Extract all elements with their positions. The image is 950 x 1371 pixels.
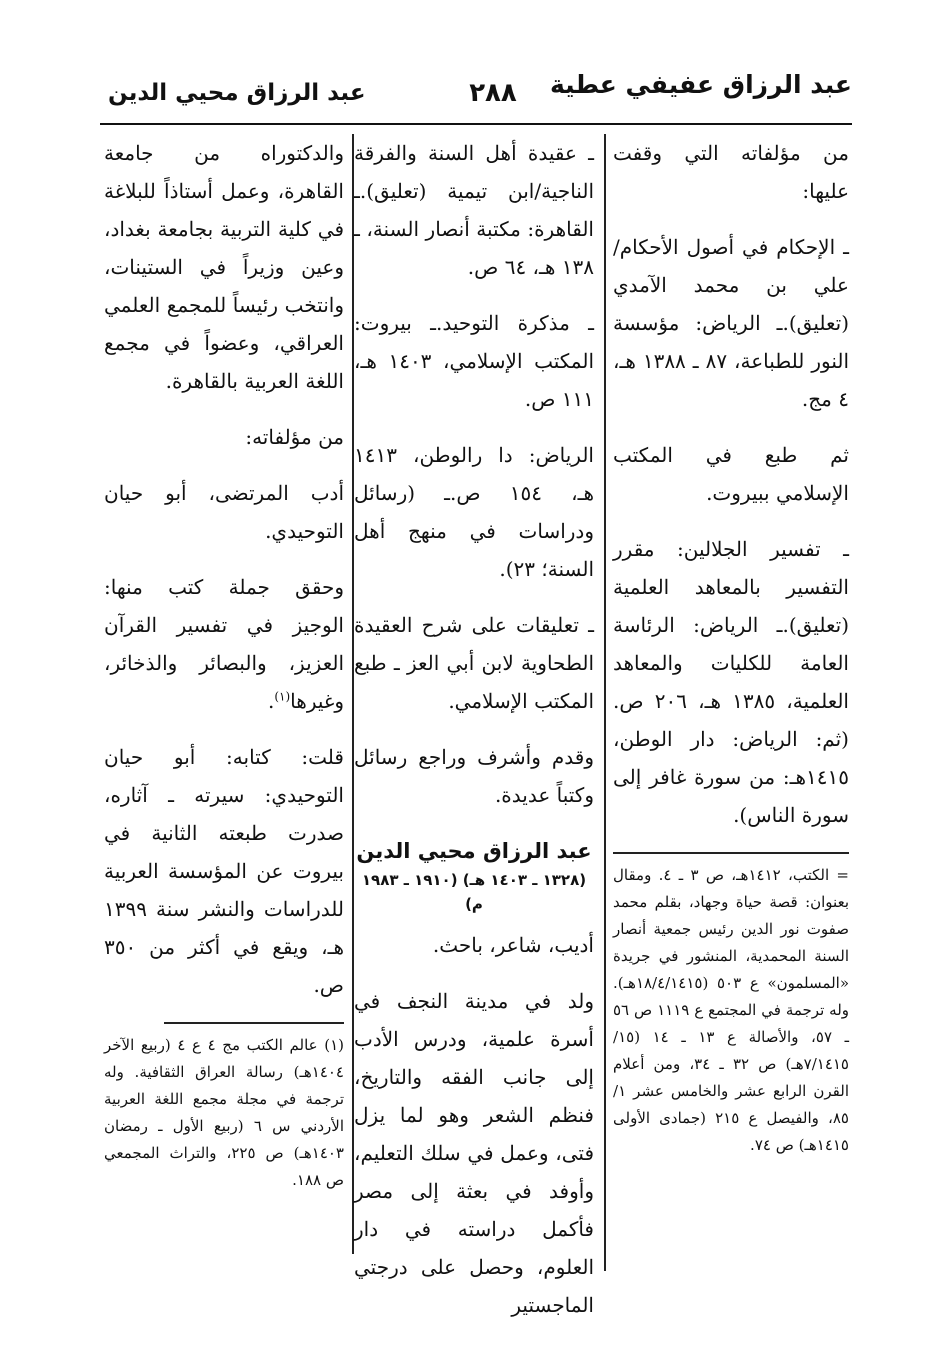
running-head-left: عبد الرزاق محيي الدين [108, 80, 366, 106]
paragraph: ـ تفسير الجلالين: مقرر التفسير بالمعاهد العلمية (تعليق).ـ الرياض: الرئاسة العامة للكليات والمعاهد العلمية، ١٣٨٥ هـ، ٢٠٦ ص. (ثم: الرياض: دار الوطن، ١٤١٥هـ: من سورة غافر إلى سورة الناس). [613, 537, 849, 827]
footnote: (١) عالم الكتب مج ٤ ع ٤ (ربيع الآخر ١٤٠٤هـ) رسالة العراق الثقافية. وله ترجمة في مجلة مجمع اللغة العربية الأردني س ٦ (ربيع الأول ـ رمضان ١٤٠٣هـ) ص ٢٢٥، والتراث المجمعي ص ١٨٨. [104, 1035, 345, 1189]
paragraph: وحقق جملة كتب منها: الوجيز في تفسير القرآن العزيز، والبصائر والذخائر، وغيرها$^{(١)}$. [104, 575, 344, 713]
paragraph: ـ عقيدة أهل السنة والفرقة الناجية/ابن تيمية (تعليق).ـ القاهرة: مكتبة أنصار السنة، ـ ١٣٨ هـ، ٦٤ ص. [354, 141, 594, 279]
column-divider [604, 134, 606, 1271]
paragraph: ثم طبع في المكتب الإسلامي ببيروت. [613, 443, 849, 505]
column-left [104, 134, 344, 1194]
column-middle [354, 134, 594, 1334]
footnote-rule [164, 1022, 344, 1024]
paragraph-text: وحقق جملة كتب منها: الوجيز في تفسير القرآن العزيز، والبصائر والذخائر، وغيرها [104, 575, 344, 713]
paragraph: من مؤلفاته: [245, 425, 344, 449]
paragraph: من مؤلفاته التي وقفت عليها: [613, 141, 849, 203]
header-rule [100, 123, 852, 125]
paragraph: ـ تعليقات على شرح العقيدة الطحاوية لابن أبي العز ـ طبع المكتب الإسلامي. [354, 613, 594, 713]
footnote: = الكتب، ١٤١٢هـ، ص ٣ ـ ٤. ومقال بعنوان: قصة حياة وجهاد، بقلم محمد صفوت نور الدين رئيس جمعية أنصار السنة المحمدية، المنشور في جريدة «المسلمون» ع ٥٠٣ (١٨/٤/١٤١٥هـ). وله ترجمة في المجتمع ع ١١١٩ ص ٥٦ ـ ٥٧، والأصالة ع ١٣ ـ ١٤ (١٥/ ٧/١٤١٥هـ) ص ٣٢ ـ ٣٤، ومن أعلام القرن الرابع عشر والخامس عشر ١/ ٨٥، والفيصل ع ٢١٥ (جمادى الأولى ١٤١٥هـ) ص ٧٤. [613, 865, 850, 1154]
paragraph: قلت: كتابه: أبو حيان التوحيدي: سيرته ـ آثاره، صدرت طبعته الثانية في بيروت عن المؤسسة العربية للدراسات والنشر سنة ١٣٩٩ هـ، ويقع في أكثر من ٣٥٠ ص. [104, 745, 344, 997]
paragraph: وقدم وأشرف وراجع رسائل وكتباً عديدة. [354, 745, 594, 807]
biography-heading: عبد الرزاق محيي الدين [356, 839, 592, 863]
biography-dates: (١٣٢٨ ـ ١٤٠٣ هـ) (١٩١٠ ـ ١٩٨٣ م) [361, 871, 587, 913]
paragraph: والدكتوراه من جامعة القاهرة، وعمل أستاذاً للبلاغة في كلية التربية بجامعة بغداد، وعين وزيراً في الستينات، وانتخب رئيساً للمجمع العلمي العراقي، وعضواً في مجمع اللغة العربية بالقاهرة. [104, 141, 344, 393]
column-right [613, 134, 849, 1159]
page-number: ٢٨٨ [469, 78, 517, 108]
paragraph: ـ الإحكام في أصول الأحكام/علي بن محمد الآمدي (تعليق).ـ الرياض: مؤسسة النور للطباعة، ٨٧ ـ ١٣٨٨ هـ، ٤ مج. [613, 235, 850, 411]
running-head-right: عبد الرزاق عفيفي عطية [549, 70, 852, 99]
page-header [100, 66, 852, 118]
paragraph: الرياض: دا رالوطن، ١٤١٣ هـ، ١٥٤ ص.ـ (رسائل ودراسات في منهج أهل السنة؛ ٢٣). [354, 443, 595, 581]
footnote-reference: (١) [274, 689, 291, 704]
paragraph: ـ مذكرة التوحيد.ـ بيروت: المكتب الإسلامي، ١٤٠٣ هـ، ١١١ ص. [354, 311, 595, 411]
paragraph: ولد في مدينة النجف في أسرة علمية، ودرس الأدب إلى جانب الفقه والتاريخ، فنظم الشعر وهو لما يزل فتى، وعمل في سلك التعليم، وأوفد في بعثة إلى مصر فأكمل دراسته في دار العلوم، وحصل على درجتي الماجستير [354, 989, 594, 1317]
paragraph: أدب المرتضى، أبو حيان التوحيدي. [104, 481, 344, 543]
footnote-rule [613, 852, 849, 854]
paragraph: أديب، شاعر، باحث. [432, 933, 594, 957]
